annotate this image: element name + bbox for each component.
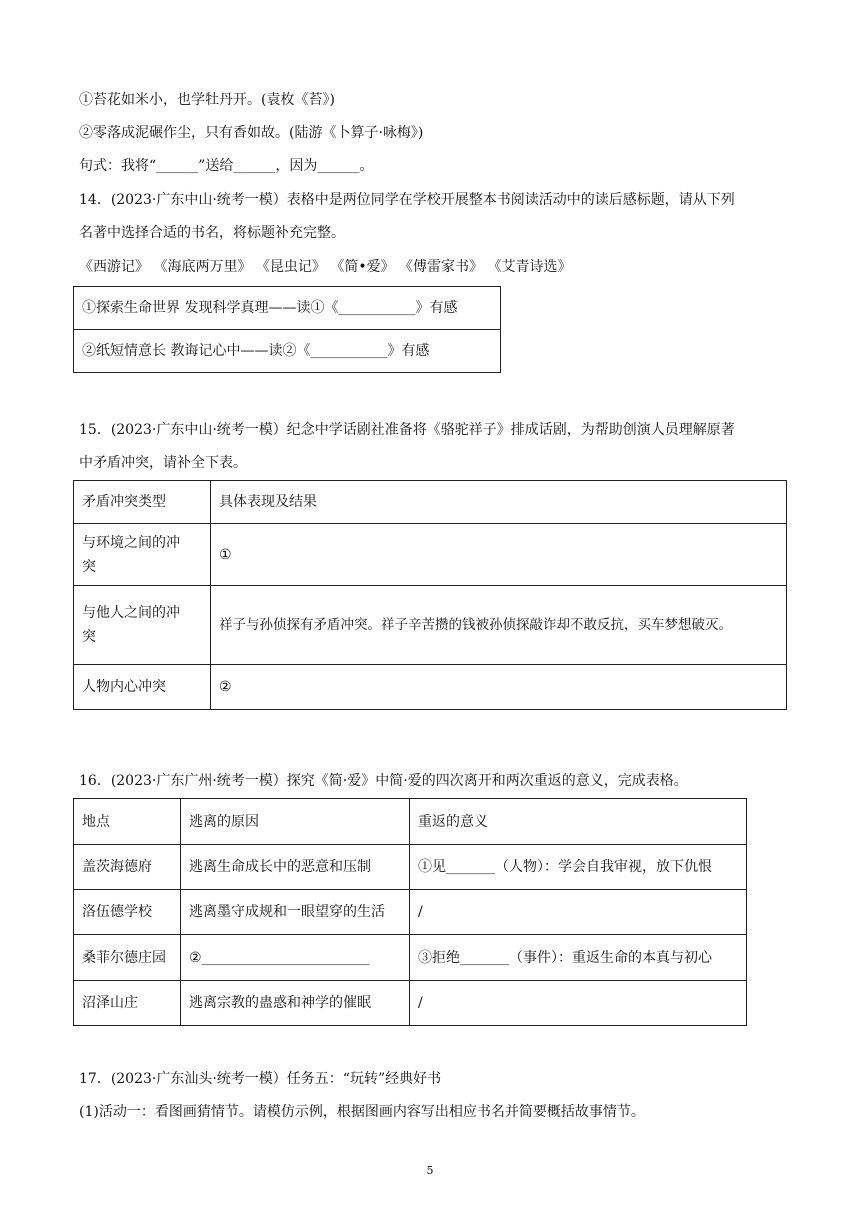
poem-line-2: ②零落成泥碾作尘，只有香如故。(陆游《卜算子·咏梅》): [79, 125, 424, 141]
q16-cell: ①见_______（人物）：学会自我审视，放下仇恨: [410, 845, 747, 890]
q14-prompt-1: 14．(2023·广东中山·统考一模）表格中是两位同学在学校开展整本书阅读活动中的读后感标题，请从下列: [79, 192, 735, 208]
q14-book-list: 《西游记》 《海底两万里》 《昆虫记》 《简•爱》 《傅雷家书》 《艾青诗选》: [79, 259, 572, 275]
q16-cell: /: [410, 890, 747, 935]
q15-prompt-2: 中矛盾冲突，请补全下表。: [79, 455, 247, 471]
table-row: [74, 287, 501, 330]
q16-cell: ②________________________: [181, 935, 410, 981]
q15-row-2-detail: 祥子与孙侦探有矛盾冲突。祥子辛苦攒的钱被孙侦探敲诈却不敢反抗，买车梦想破灭。: [211, 586, 787, 665]
table-row: [74, 845, 747, 890]
page-number: 5: [426, 1164, 434, 1177]
poem-line-1: ①苔花如米小，也学牡丹开。(袁枚《苔》): [79, 92, 335, 108]
q16-cell: 逃离宗教的蛊惑和神学的催眠: [181, 981, 410, 1026]
sentence-pattern: 句式：我将“______”送给______，因为______。: [79, 158, 374, 174]
q14-row-1: ①探索生命世界 发现科学真理——读①《___________》有感: [74, 287, 501, 330]
q14-row-2: ②纸短情意长 教诲记心中——读②《___________》有感: [74, 330, 501, 373]
table-row: [74, 981, 747, 1026]
q16-cell: ③拒绝_______（事件）：重返生命的本真与初心: [410, 935, 747, 981]
table-row: [74, 799, 747, 845]
q16-cell: 洛伍德学校: [74, 890, 181, 935]
table-row: [74, 524, 787, 586]
table-row: [74, 586, 787, 665]
q15-table: [73, 480, 787, 710]
q16-table: [73, 798, 747, 1026]
q16-cell: /: [410, 981, 747, 1026]
q15-prompt-1: 15．(2023·广东中山·统考一模）纪念中学话剧社准备将《骆驼祥子》排成话剧，为帮助创演人员理解原著: [79, 422, 735, 438]
q16-header-meaning: 重返的意义: [410, 799, 747, 845]
q15-row-2-type: [74, 586, 211, 665]
q16-cell: 逃离生命成长中的恶意和压制: [181, 845, 410, 890]
q15-row-1-type-b: 突: [82, 558, 96, 575]
q14-prompt-2: 名著中选择合适的书名，将标题补充完整。: [79, 225, 345, 241]
q16-header-place: 地点: [74, 799, 181, 845]
q16-cell: 盖茨海德府: [74, 845, 181, 890]
table-row: [74, 890, 747, 935]
q15-row-2-type-a: 与他人之间的冲: [82, 605, 180, 621]
q16-prompt: 16．(2023·广东广州·统考一模）探究《简·爱》中简·爱的四次离开和两次重返的意义，完成表格。: [79, 773, 688, 789]
q16-cell: 桑菲尔德庄园: [74, 935, 181, 981]
table-row: [74, 330, 501, 373]
q16-cell: 沼泽山庄: [74, 981, 181, 1026]
q15-row-3-detail: ②: [211, 665, 787, 710]
q15-row-1-detail: ①: [211, 524, 787, 586]
table-row: [74, 935, 747, 981]
q15-row-1-type: [74, 524, 211, 586]
q15-row-1-type-a: 与环境之间的冲: [82, 534, 180, 551]
q14-table: [73, 286, 501, 373]
table-row: [74, 665, 787, 710]
q15-row-3-type: 人物内心冲突: [74, 665, 211, 710]
q15-row-2-type-b: 突: [82, 629, 96, 645]
q17-prompt-2: (1)活动一：看图画猜情节。请模仿示例，根据图画内容写出相应书名并简要概括故事情节。: [79, 1104, 645, 1120]
q15-header-detail: 具体表现及结果: [211, 481, 787, 524]
q16-cell: 逃离墨守成规和一眼望穿的生活: [181, 890, 410, 935]
table-row: [74, 481, 787, 524]
q15-header-type: 矛盾冲突类型: [74, 481, 211, 524]
q16-header-reason: 逃离的原因: [181, 799, 410, 845]
q17-prompt-1: 17．(2023·广东汕头·统考一模）任务五：“玩转”经典好书: [79, 1071, 442, 1087]
